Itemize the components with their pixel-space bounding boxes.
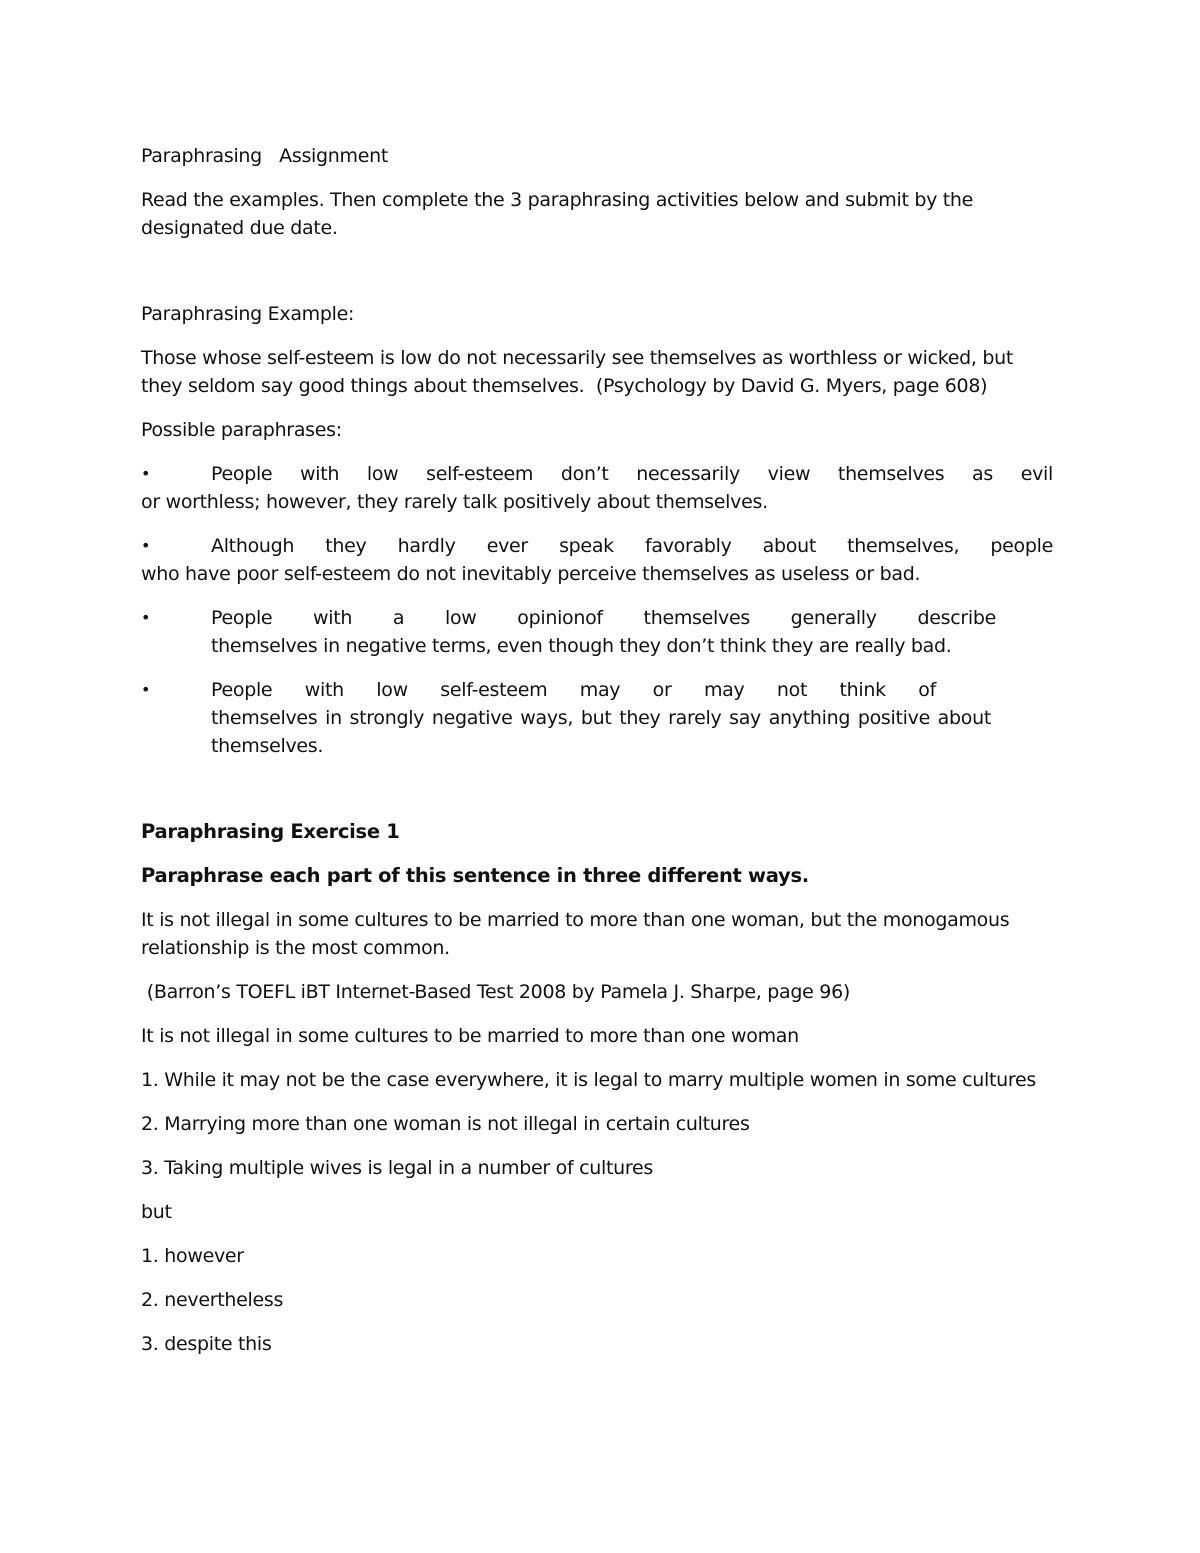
paraphrase-first-line: People with low self-esteem don’t necessarily view themselves as evil: [211, 463, 1053, 485]
list-item: [141, 676, 1053, 760]
list-item: [141, 532, 1053, 588]
section-spacer: [141, 760, 1053, 818]
example-label: Paraphrasing Example:: [141, 303, 355, 325]
paraphrase-text: [211, 604, 1053, 660]
document-page: [141, 142, 1053, 1374]
paraphrase-list: [141, 460, 1053, 760]
bullet-icon: •: [141, 464, 151, 483]
exercise-1-citation: (Barron’s TOEFL iBT Internet-Based Test 2008 by Pamela J. Sharpe, page 96): [141, 981, 850, 1003]
exercise-1-part-1-answer-1: 1. While it may not be the case everywhere, it is legal to marry multiple women in some cultures: [141, 1069, 1036, 1091]
exercise-1-part-2: but: [141, 1201, 172, 1223]
paraphrase-first-line: Although they hardly ever speak favorably about themselves, people: [211, 535, 1053, 557]
paraphrase-text: [141, 532, 1053, 588]
paraphrase-first-line: People with a low opinionof themselves generally describe: [211, 607, 996, 629]
bullet-icon: •: [141, 536, 151, 555]
exercise-1-part-1-answer-2: 2. Marrying more than one woman is not illegal in certain cultures: [141, 1113, 750, 1135]
paraphrase-text: [141, 676, 1053, 760]
document-title: Paraphrasing Assignment: [141, 145, 389, 167]
bullet-icon: •: [141, 680, 151, 699]
exercise-1-part-1: It is not illegal in some cultures to be married to more than one woman: [141, 1025, 799, 1047]
paraphrase-rest: themselves in strongly negative ways, but they rarely say anything positive about themselves.: [211, 707, 991, 757]
exercise-1-part-2-answer-2: 2. nevertheless: [141, 1289, 284, 1311]
paraphrase-first-line: People with low self-esteem may or may not think of: [211, 679, 936, 701]
paraphrase-rest: who have poor self-esteem do not inevitably perceive themselves as useless or bad.: [141, 563, 921, 585]
exercise-1-part-1-answer-3: 3. Taking multiple wives is legal in a number of cultures: [141, 1157, 653, 1179]
exercise-1-heading: Paraphrasing Exercise 1: [141, 820, 400, 843]
paraphrase-rest: or worthless; however, they rarely talk positively about themselves.: [141, 491, 768, 513]
list-item: [141, 604, 1053, 660]
exercise-1-part-2-answer-1: 1. however: [141, 1245, 244, 1267]
exercise-1-sentence: It is not illegal in some cultures to be married to more than one woman, but the monogamous relationship is the most common.: [141, 909, 1010, 959]
possible-paraphrases-label: Possible paraphrases:: [141, 419, 342, 441]
bullet-icon: •: [141, 608, 151, 627]
exercise-1-part-2-answer-3: 3. despite this: [141, 1333, 272, 1355]
exercise-1-instruction: Paraphrase each part of this sentence in three different ways.: [141, 864, 809, 887]
paraphrase-text: [141, 460, 1053, 516]
intro-paragraph: Read the examples. Then complete the 3 paraphrasing activities below and submit by the designated due date.: [141, 189, 974, 239]
paraphrase-rest: themselves in negative terms, even though they don’t think they are really bad.: [211, 635, 952, 657]
example-quote: Those whose self-esteem is low do not necessarily see themselves as worthless or wicked, but they seldom say good things about themselves. (Psychology by David G. Myers, page 608): [141, 347, 1019, 397]
list-item: [141, 460, 1053, 516]
